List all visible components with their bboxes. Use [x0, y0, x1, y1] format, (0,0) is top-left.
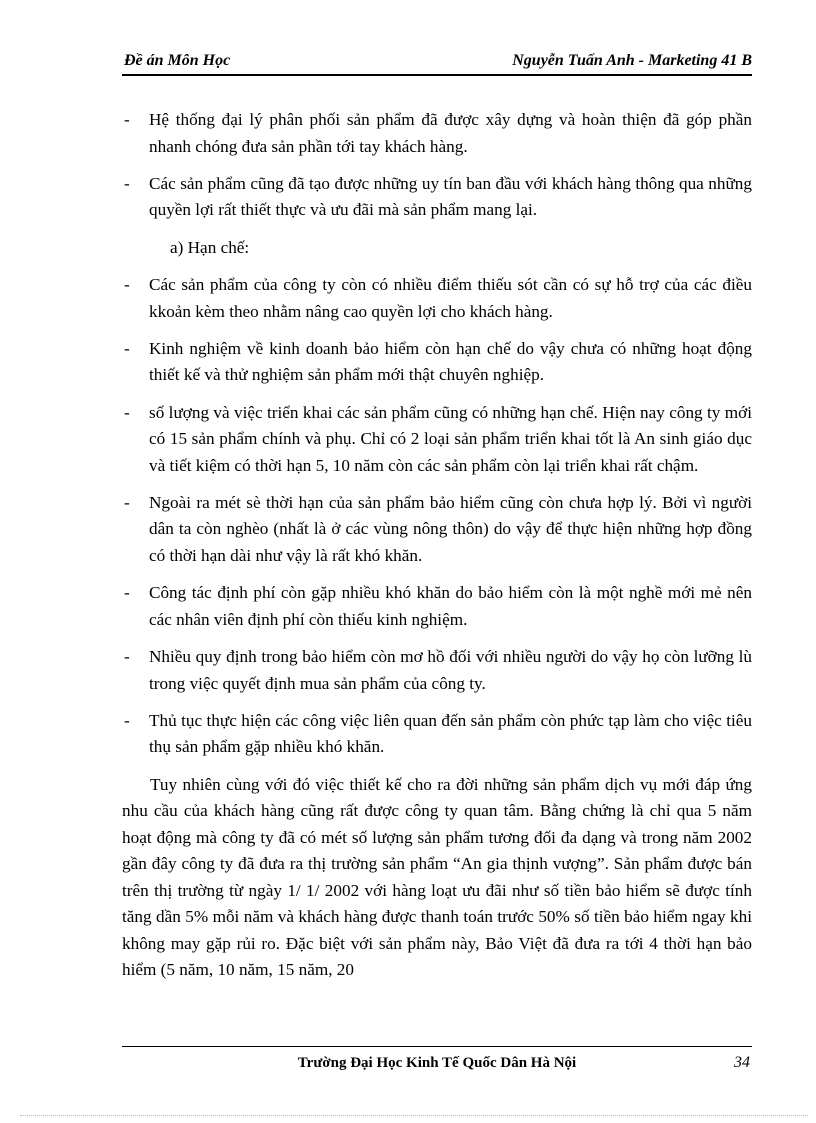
header-author: Nguyễn Tuấn Anh - Marketing 41 B	[512, 52, 752, 69]
bullet-dash: -	[124, 402, 130, 422]
bullet-text: Các sản phẩm của công ty còn có nhiều điểm thiếu sót cần có sự hỗ trợ của các điều kkoản kèm theo nhằm nâng cao quyền lợi cho khách hàng.	[149, 275, 752, 321]
bullet-item	[122, 644, 752, 697]
section-subheading: a) Hạn chế:	[170, 237, 250, 257]
page-number: 34	[734, 1054, 750, 1071]
bullet-item	[122, 272, 752, 325]
page-footer	[122, 1046, 752, 1087]
bullet-text: Ngoài ra mét sè thời hạn của sản phẩm bảo hiểm cũng còn chưa hợp lý. Bởi vì người dân ta còn nghèo (nhất là ở các vùng nông thôn) do vậy để thực hiện những hợp đồng có thời hạn dài như vậy là rất khó khăn.	[149, 492, 752, 565]
bullet-text: Công tác định phí còn gặp nhiều khó khăn do bảo hiểm còn là một nghề mới mẻ nên các nhân viên định phí còn thiếu kinh nghiệm.	[149, 583, 752, 629]
bullet-text: số lượng và việc triển khai các sản phẩm cũng có những hạn chế. Hiện nay công ty mới có 15 sản phẩm chính và phụ. Chỉ có 2 loại sản phẩm triển khai tốt là An sinh giáo dục và tiết kiệm có thời hạn 5, 10 năm còn các sản phẩm còn lại triển khai rất chậm.	[149, 402, 752, 475]
bullet-item	[122, 580, 752, 633]
header-course-title: Đề án Môn Học	[124, 52, 231, 69]
bullet-text: Thủ tục thực hiện các công việc liên quan đến sản phẩm còn phức tạp làm cho việc tiêu thụ sản phẩm gặp nhiều khó khăn.	[149, 710, 752, 757]
page-bottom-edge	[20, 1115, 808, 1116]
bullet-item	[122, 171, 752, 224]
document-body	[122, 107, 752, 984]
bullet-item	[122, 336, 752, 389]
bullet-item	[122, 400, 752, 480]
bullet-item	[122, 107, 752, 160]
bullet-dash: -	[124, 583, 130, 603]
bullet-item	[122, 708, 752, 761]
footer-school-name: Trường Đại Học Kinh Tế Quốc Dân Hà Nội	[297, 1055, 577, 1071]
bullet-item	[122, 490, 752, 570]
bullet-text: Các sản phẩm cũng đã tạo được những uy tín ban đầu với khách hàng thông qua những quyền lợi rất thiết thực và ưu đãi mà sản phẩm mang lại.	[149, 173, 752, 220]
bullet-dash: -	[124, 710, 130, 730]
bullet-dash: -	[124, 647, 130, 667]
bullet-dash: -	[124, 338, 130, 358]
bullet-text: Hệ thống đại lý phân phối sản phẩm đã được xây dựng và hoàn thiện đã góp phần nhanh chóng đưa sản phần tới tay khách hàng.	[149, 110, 752, 156]
bullet-text: Nhiều quy định trong bảo hiểm còn mơ hồ đối với nhiều người do vậy họ còn lưỡng lù trong việc quyết định mua sản phẩm của công ty.	[149, 647, 752, 693]
bullet-dash: -	[124, 492, 130, 512]
bullet-dash: -	[124, 173, 130, 193]
bullet-text: Kinh nghiệm về kinh doanh bảo hiểm còn hạn chế do vậy chưa có những hoạt động thiết kế và thử nghiệm sản phẩm mới thật chuyên nghiệp.	[149, 338, 752, 385]
page-header	[122, 50, 752, 76]
body-paragraph: Tuy nhiên cùng với đó việc thiết kế cho ra đời những sản phẩm dịch vụ mới đáp ứng nhu cầu của khách hàng cũng rất được công ty quan tâm. Bằng chứng là chỉ qua 5 năm hoạt động mà công ty đã có mét số lượng sản phẩm tương đối đa dạng và trong năm 2002 gần đây công ty đã đưa ra thị trường sản phẩm “An gia thịnh vượng”. Sản phẩm được bán trên thị trường từ ngày 1/ 1/ 2002 với hàng loạt ưu đãi như số tiền bảo hiểm sẽ được tính tăng dần 5% mỗi năm và khách hàng được thanh toán trước 50% số tiền bảo hiểm ngay khi không may gặp rủi ro. Đặc biệt với sản phẩm này, Bảo Việt đã đưa ra tới 4 thời hạn bảo hiểm (5 năm, 10 năm, 15 năm, 20	[122, 774, 752, 980]
bullet-dash: -	[124, 275, 130, 295]
bullet-dash: -	[124, 110, 130, 129]
